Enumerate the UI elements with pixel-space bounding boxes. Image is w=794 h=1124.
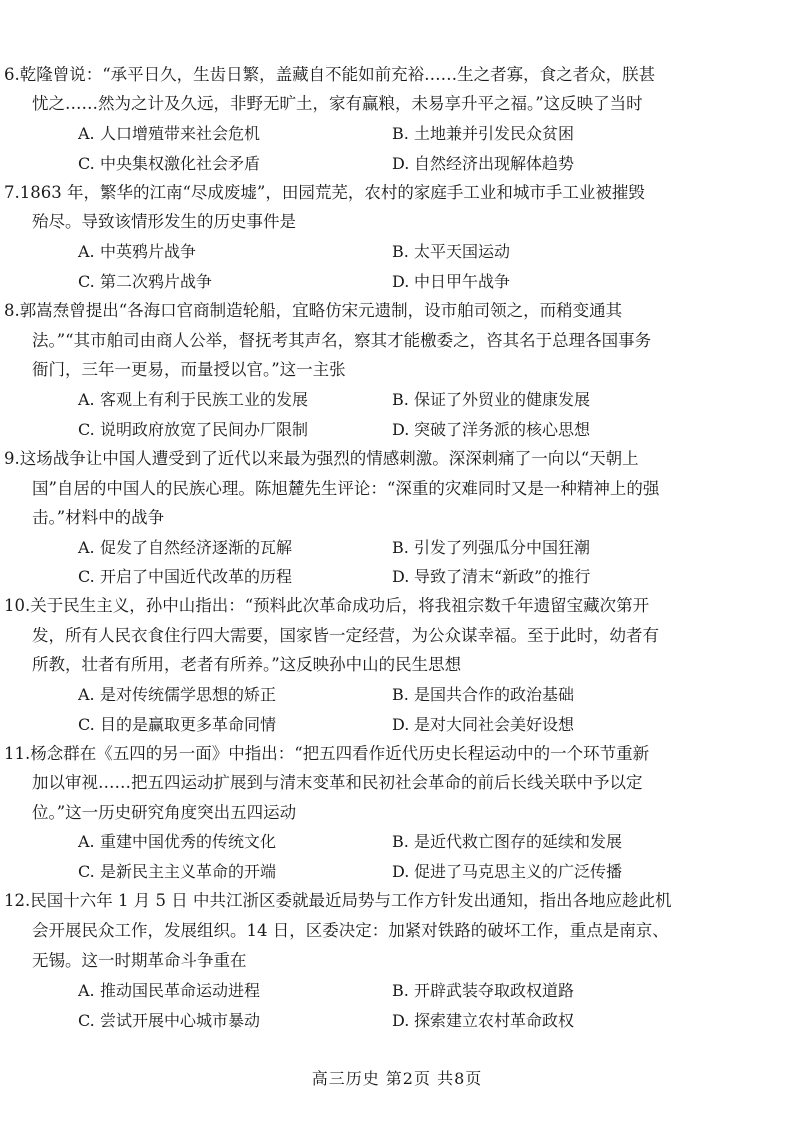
option-a: A. 推动国民革命运动进程 — [78, 981, 261, 1000]
option-c: C. 是新民主主义革命的开端 — [78, 862, 277, 881]
option-d: D. 自然经济出现解体趋势 — [392, 154, 575, 173]
option-c: C. 说明政府放宽了民间办厂限制 — [78, 420, 309, 439]
option-d: D. 促进了马克思主义的广泛传播 — [392, 862, 623, 881]
question-10-line-2: 发，所有人民衣食住行四大需要，国家皆一定经营，为公众谋幸福。至于此时，幼者有 — [32, 626, 659, 645]
question-number: 7. — [4, 183, 20, 202]
question-7-line-1: 7.1863 年，繁华的江南“尽成废墟”，田园荒芜，农村的家庭手工业和城市手工业被摧毁 — [4, 183, 645, 202]
question-8-line-1: 8.郭嵩焘曾提出“各海口官商制造轮船，宜略仿宋元遗制，设市舶司领之，而稍变通其 — [4, 301, 623, 320]
question-12-line-3: 无锡。这一时期革命斗争重在 — [32, 951, 247, 970]
question-9-line-3: 击。”材料中的战争 — [32, 508, 165, 527]
option-b: B. 开辟武装夺取政权道路 — [392, 981, 575, 1000]
question-number: 12. — [4, 891, 31, 910]
question-7-line-2: 殆尽。导致该情形发生的历史事件是 — [32, 212, 296, 231]
option-b: B. 是近代救亡图存的延续和发展 — [392, 832, 623, 851]
question-8-line-3: 衙门，三年一更易，而量授以官。”这一主张 — [32, 360, 346, 379]
question-number: 6. — [4, 65, 20, 84]
option-c: C. 中央集权激化社会矛盾 — [78, 154, 261, 173]
question-10-line-1: 10.关于民生主义，孙中山指出：“预料此次革命成功后，将我祖宗数千年遗留宝藏次第开 — [4, 596, 650, 615]
option-a: A. 中英鸦片战争 — [78, 242, 197, 261]
question-6-line-1: 6.乾隆曾说：“承平日久，生齿日繁，盖藏自不能如前充裕……生之者寡，食之者众，朕甚 — [4, 65, 656, 84]
option-d: D. 是对大同社会美好设想 — [392, 715, 575, 734]
option-b: B. 土地兼并引发民众贫困 — [392, 124, 575, 143]
question-number: 11. — [4, 744, 31, 763]
question-12-line-2: 会开展民众工作，发展组织。14 日，区委决定：加紧对铁路的破坏工作，重点是南京、 — [32, 921, 669, 940]
question-8-line-2: 法。”“其市舶司由商人公举，督抚考其声名，察其才能檄委之，咨其名于总理各国事务 — [32, 331, 652, 350]
option-a: A. 是对传统儒学思想的矫正 — [78, 685, 277, 704]
question-number: 9. — [4, 449, 20, 468]
question-11-line-1: 11.杨念群在《五四的另一面》中指出：“把五四看作近代历史长程运动中的一个环节重新 — [4, 744, 650, 763]
option-c: C. 第二次鸦片战争 — [78, 272, 213, 291]
option-d: D. 导致了清末“新政”的推行 — [392, 567, 591, 586]
page-footer: 高三历史 第2页 共8页 — [311, 1069, 483, 1088]
option-b: B. 是国共合作的政治基础 — [392, 685, 575, 704]
option-d: D. 突破了洋务派的核心思想 — [392, 420, 591, 439]
option-b: B. 保证了外贸业的健康发展 — [392, 390, 591, 409]
question-9-line-1: 9.这场战争让中国人遭受到了近代以来最为强烈的情感刺激。深深刺痛了一向以“天朝上 — [4, 449, 639, 468]
option-a: A. 重建中国优秀的传统文化 — [78, 832, 277, 851]
option-c: C. 开启了中国近代改革的历程 — [78, 567, 293, 586]
option-c: C. 目的是赢取更多革命同情 — [78, 715, 277, 734]
option-a: A. 人口增殖带来社会危机 — [78, 124, 261, 143]
question-6-line-2: 忧之……然为之计及久远，非野无旷土，家有赢粮，未易享升平之福。”这反映了当时 — [32, 94, 643, 113]
question-11-line-3: 位。”这一历史研究角度突出五四运动 — [32, 803, 297, 822]
question-11-line-2: 加以审视……把五四运动扩展到与清末变革和民初社会革命的前后长线关联中予以定 — [32, 773, 643, 792]
option-a: A. 促发了自然经济逐渐的瓦解 — [78, 538, 293, 557]
question-10-line-3: 所教，壮者有所用，老者有所养。”这反映孙中山的民生思想 — [32, 655, 462, 674]
option-b: B. 引发了列强瓜分中国狂潮 — [392, 538, 591, 557]
question-number: 8. — [4, 301, 20, 320]
option-a: A. 客观上有利于民族工业的发展 — [78, 390, 309, 409]
question-9-line-2: 国”自居的中国人的民族心理。陈旭麓先生评论：“深重的灾难同时又是一种精神上的强 — [32, 479, 660, 498]
option-b: B. 太平天国运动 — [392, 242, 511, 261]
option-c: C. 尝试开展中心城市暴动 — [78, 1011, 261, 1030]
option-d: D. 中日甲午战争 — [392, 272, 511, 291]
question-12-line-1: 12.民国十六年 1 月 5 日 中共江浙区委就最近局势与工作方针发出通知，指出各地应趁此机 — [4, 891, 672, 910]
option-d: D. 探索建立农村革命政权 — [392, 1011, 575, 1030]
question-number: 10. — [4, 596, 31, 615]
